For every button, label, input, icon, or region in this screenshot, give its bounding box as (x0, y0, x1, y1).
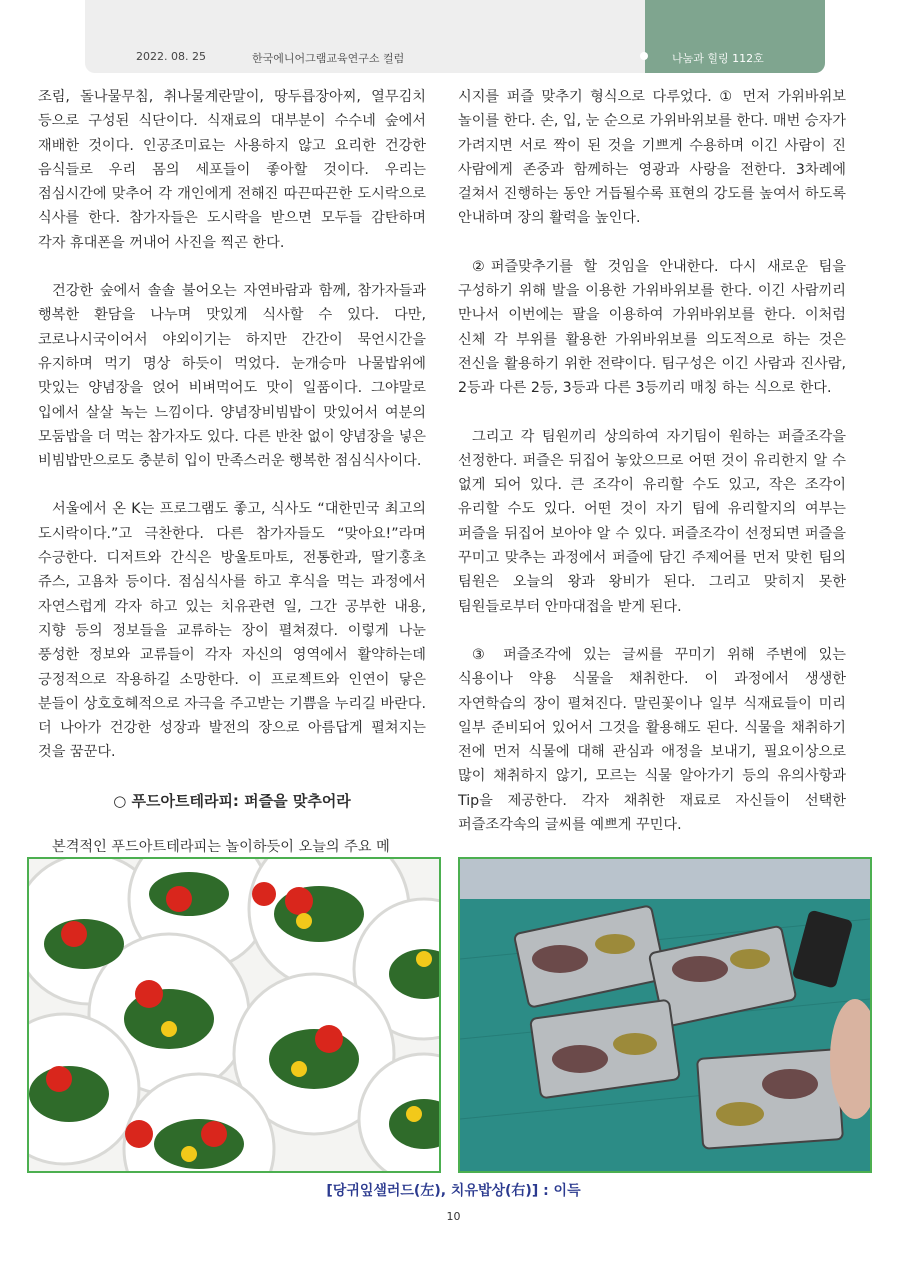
right-paragraph-2: ②퍼즐맞추기를 할 것임을 안내한다. 다시 새로운 팀을 구성하기 위해 발을 이용한 가위바위보를 한다. 이긴 사람끼리 만나서 이번에는 팔을 이용하여 가위바위보를 한다. 이처럼 신체 각 부위를 활용한 가위바위보를 의도적으로 하는 것은 전신을 활용하기 위한 전략이다. 팀구성은 이긴 사람과 진사람, 2등과 다른 2등, 3등과 다른 3등끼리 매칭 하는 식으로 한다. (458, 258, 846, 397)
salad-bowls-illustration (29, 859, 439, 1171)
header-issue: 나눔과 힐링 112호 (672, 52, 764, 65)
lunch-trays-illustration (460, 859, 870, 1171)
section-heading: ○ 푸드아트테라피: 퍼즐을 맞추어라 (113, 791, 351, 810)
left-paragraph-4: 본격적인 푸드아트테라피는 놀이하듯이 오늘의 주요 메 (52, 839, 390, 856)
header-dot-icon (640, 52, 648, 60)
header-column-title: 한국에니어그램교육연구소 컬럼 (252, 52, 405, 65)
right-paragraph-4: ③ 퍼즐조각에 있는 글씨를 꾸미기 위해 주변에 있는 식용이나 약용 식물을 채취한다. 이 과정에서 생생한 자연학습의 장이 펼쳐진다. 말린꽃이나 일부 식재료들이 미리 일부 준비되어 있어서 그것을 활용해도 된다. 식물을 채취하기 전에 먼저 식물에 대해 관심과 애정을 보내기, 필요이상으로 많이 채취하지 않기, 모르는 식물 알아가기 등의 유의사항과 Tip을 제공한다. 각자 채취한 재료로 자신들이 선택한 퍼즐조각속의 글씨를 예쁘게 꾸민다. (458, 646, 846, 834)
right-column (458, 85, 846, 861)
page-number: 10 (446, 1210, 461, 1223)
header-date: 2022. 08. 25 (136, 50, 206, 63)
left-paragraph-2: 건강한 숲에서 솔솔 불어오는 자연바람과 함께, 참가자들과 행복한 환담을 나누며 맛있게 식사할 수 있다. 다만, 코로나시국이어서 야외이기는 하지만 간간이 묵언시간을 유지하며 먹기 명상 하듯이 먹었다. 눈개승마 나물밥위에 맛있는 양념장을 얹어 비벼먹어도 맛이 일품이다. 그야말로 입에서 살살 녹는 느낌이다. 양념장비빔밥이 맛있어서 여분의 모둠밥을 더 먹는 참가자도 있다. 다른 반찬 없이 양념장을 넣은 비빔밥만으로도 충분히 입이 만족스러운 행복한 점심식사이다. (38, 283, 426, 470)
right-paragraph-1: 시지를 퍼즐 맞추기 형식으로 다루었다. ① 먼저 가위바위보 놀이를 한다. 손, 입, 눈 순으로 가위바위보를 한다. 매번 승자가 가려지면 서로 짝이 된 것을 기쁘게 수용하며 이긴 사람이 진 사람에게 존중과 함께하는 영광과 사랑을 전한다. 3차례에 걸쳐서 진행하는 동안 거듭될수록 표현의 강도를 높여서 하도록 안내하며 장의 활력을 높인다. (458, 89, 846, 227)
left-paragraph-1: 조림, 돌나물무침, 취나물계란말이, 땅두릅장아찌, 열무김치 등으로 구성된 식단이다. 식재료의 대부분이 수수네 숲에서 재배한 것이다. 인공조미료는 사용하지 않고 요리한 건강한 음식들로 우리 몸의 세포들이 좋아할 것이다. 우리는 점심시간에 맞추어 각 개인에게 전해진 따끈따끈한 도시락으로 식사를 한다. 참가자들은 도시락을 받으면 모두들 감탄하며 각자 휴대폰을 꺼내어 사진을 찍곤 한다. (38, 89, 426, 251)
left-column (38, 85, 426, 883)
photo-caption: [당귀잎샐러드(左), 치유밥상(右)] : 이득 (326, 1183, 581, 1199)
lunch-photo (458, 857, 872, 1173)
right-paragraph-3: 그리고 각 팀원끼리 상의하여 자기팀이 원하는 퍼즐조각을 선정한다. 퍼즐은 뒤집어 놓았으므로 어떤 것이 유리한지 알 수 없게 되어 있다. 큰 조각이 유리할 수도 있고, 작은 조각이 유리할 수도 있다. 어떤 것이 자기 팀에 유리할지의 여부는 퍼즐을 뒤집어 보아야 알 수 있다. 퍼즐조각이 선정되면 퍼즐을 꾸미고 맞추는 과정에서 퍼즐에 담긴 주제어를 먼저 맞힌 팀의 팀원은 오늘의 왕과 왕비가 된다. 그리고 맞히지 못한 팀원들로부터 안마대접을 받게 된다. (458, 428, 846, 615)
salad-photo (27, 857, 441, 1173)
left-paragraph-3: 서울에서 온 K는 프로그램도 좋고, 식사도 “대한민국 최고의 도시락이다.”고 극찬한다. 다른 참가자들도 “맞아요!”라며 수긍한다. 디저트와 간식은 방울토마토, 전통한과, 딸기홍초 쥬스, 고욤차 등이다. 점심식사를 하고 후식을 먹는 과정에서 자연스럽게 각자 하고 있는 치유관련 일, 그간 공부한 내용, 지향 등의 정보들을 교류하는 장이 펼쳐졌다. 이렇게 나눈 풍성한 정보와 교류들이 각자 자신의 영역에서 활약하는데 긍정적으로 작용하길 소망한다. 이 프로젝트와 인연이 닿은 분들이 상호호혜적으로 자극을 주고받는 기쁨을 누리길 바란다. 더 나아가 건강한 성장과 발전의 장으로 아름답게 펼쳐지는 것을 꿈꾼다. (38, 501, 426, 761)
